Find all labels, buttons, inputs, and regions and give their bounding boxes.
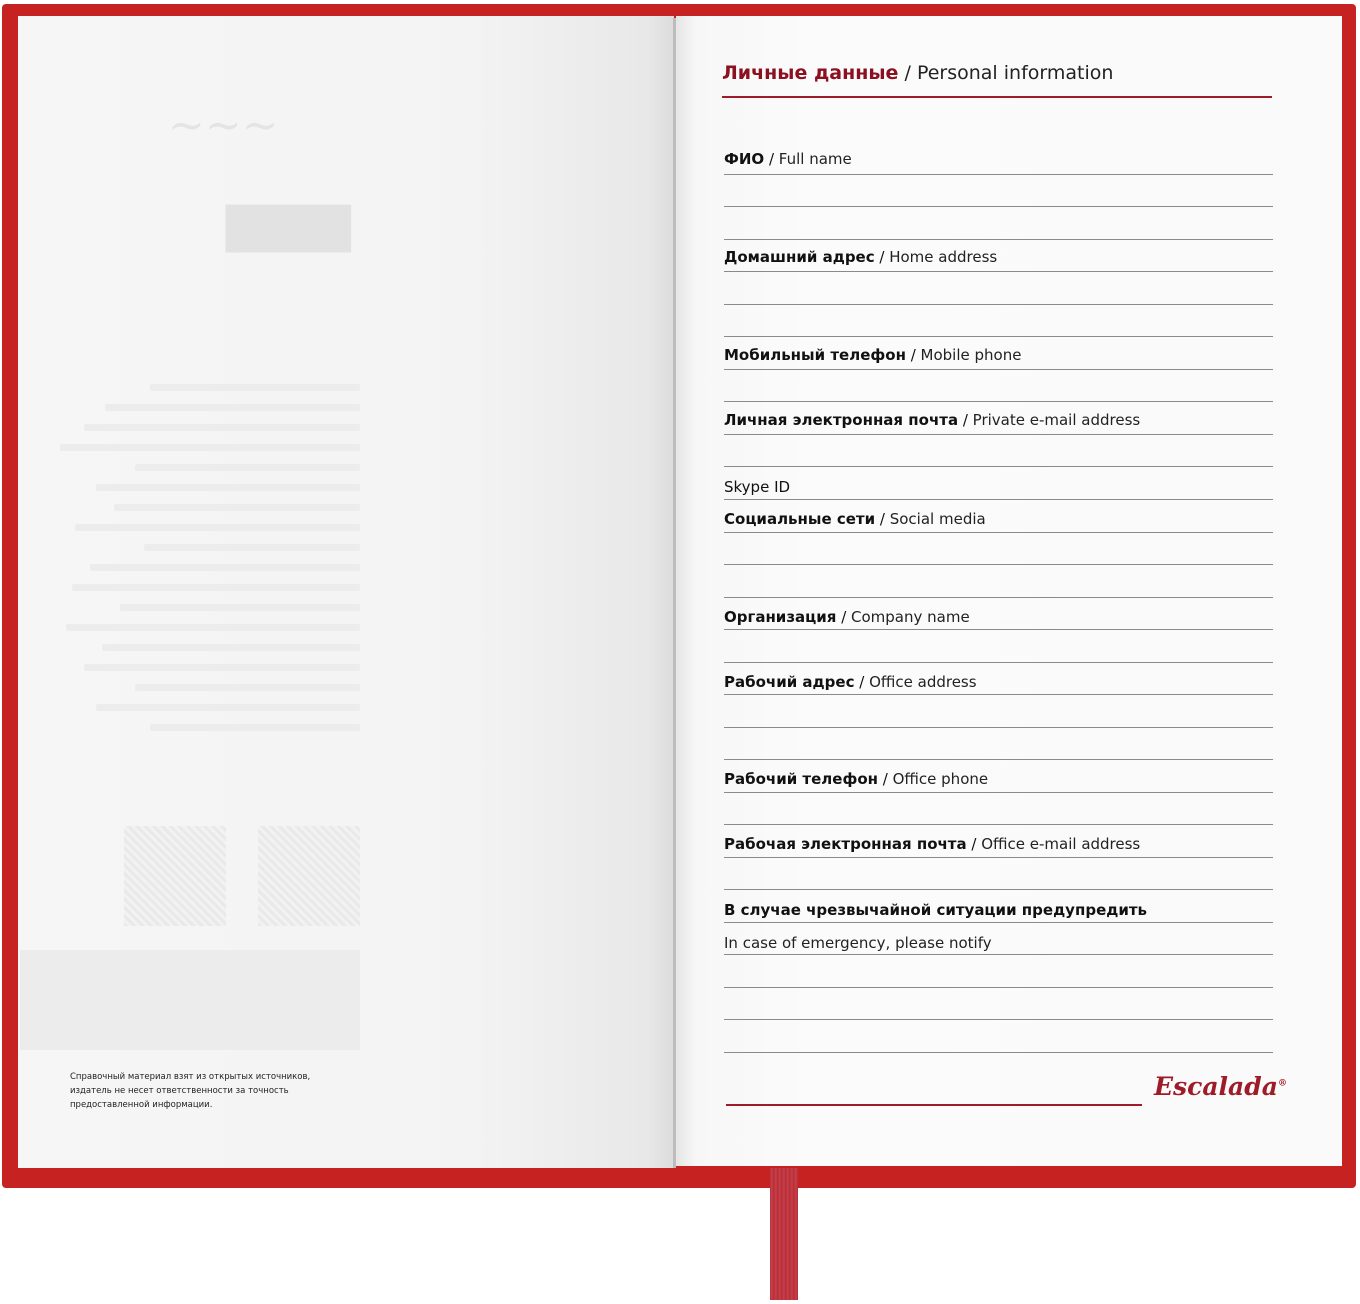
writing-line (724, 727, 1273, 728)
writing-line (724, 239, 1273, 240)
field-label-social-media: Социальные сети / Social media (724, 510, 986, 528)
field-label-emergency-en: In case of emergency, please notify (724, 934, 992, 952)
show-through-logo: ∼∼∼ (168, 100, 279, 151)
brand-logo: Escalada® (1154, 1072, 1287, 1101)
show-through-year: ▆▆▆ (226, 188, 351, 252)
writing-line (724, 597, 1273, 598)
field-label-office-phone: Рабочий телефон / Office phone (724, 770, 989, 788)
writing-line (724, 564, 1273, 565)
writing-line (724, 922, 1273, 923)
writing-line (724, 1019, 1273, 1020)
field-label-private-email: Личная электронная почта / Private e-mail address (724, 411, 1141, 429)
page-title-ru: Личные данные (722, 62, 899, 84)
writing-line (724, 369, 1273, 370)
writing-line (724, 174, 1273, 175)
writing-line (724, 629, 1273, 630)
show-through-qr-code (258, 826, 360, 926)
writing-line (724, 889, 1273, 890)
writing-line (724, 304, 1273, 305)
writing-line (724, 954, 1273, 955)
field-label-full-name: ФИО / Full name (724, 150, 852, 168)
writing-line (724, 694, 1273, 695)
field-label-mobile-phone: Мобильный телефон / Mobile phone (724, 346, 1022, 364)
writing-line (724, 662, 1273, 663)
writing-line (724, 824, 1273, 825)
writing-line (724, 434, 1273, 435)
disclaimer-text: Справочный материал взят из открытых источников, издатель не несет ответственности за точность предоставленной информации. (70, 1072, 311, 1110)
writing-line (724, 792, 1273, 793)
writing-line (724, 336, 1273, 337)
field-label-office-email: Рабочая электронная почта / Office e-mail address (724, 835, 1141, 853)
title-underline (722, 96, 1272, 98)
book-spine (673, 18, 676, 1168)
writing-line (724, 271, 1273, 272)
writing-line (724, 987, 1273, 988)
writing-line (724, 206, 1273, 207)
page-title-separator: / (904, 62, 911, 84)
page-title-en: Personal information (916, 62, 1114, 84)
bookmark-ribbon (770, 1168, 798, 1300)
field-label-emergency-ru: В случае чрезвычайной ситуации предупредить (724, 901, 1148, 919)
writing-line (724, 532, 1273, 533)
writing-line (724, 401, 1273, 402)
page-title (722, 62, 1113, 84)
field-label-skype-id: Skype ID (724, 478, 791, 496)
writing-line (724, 759, 1273, 760)
footer-underline (726, 1104, 1142, 1106)
right-page (676, 16, 1342, 1166)
writing-line (724, 857, 1273, 858)
writing-line (724, 466, 1273, 467)
show-through-image-band (20, 950, 360, 1050)
show-through-qr-code (124, 826, 226, 926)
show-through-text-block (60, 384, 360, 744)
writing-line (724, 1052, 1273, 1053)
field-label-office-address: Рабочий адрес / Office address (724, 673, 977, 691)
writing-line (724, 499, 1273, 500)
field-label-home-address: Домашний адрес / Home address (724, 248, 998, 266)
field-label-company-name: Организация / Company name (724, 608, 970, 626)
